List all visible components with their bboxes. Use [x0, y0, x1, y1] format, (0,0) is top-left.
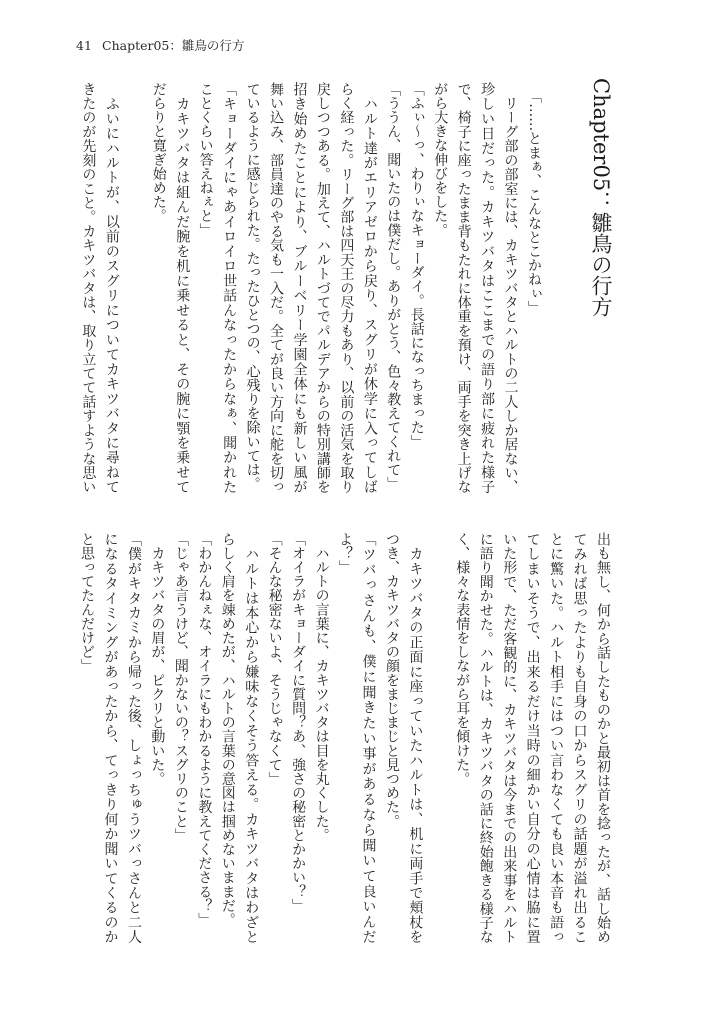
text-column: カキツバタの眉が、ピクリと動いた。	[149, 532, 166, 786]
text-column: ているように感じられた。たったひとつの、心残りを除いては。	[244, 82, 261, 491]
text-column: つき、カキツバタの顔をまじまじと見つめた。	[383, 532, 400, 829]
text-column: だらりと寛ぎ始めた。	[150, 82, 167, 223]
text-column: で、椅子に座ったまま背もたれに体重を預け、両手を突き上げな	[455, 82, 472, 494]
running-title: Chapter05：雛鳥の行方	[102, 38, 245, 53]
text-column: になるタイミングがあったから、てっきり何か聞いてくるのか	[102, 532, 119, 944]
text-column: 「キョーダイにゃあイロイロ世話んなったからなぁ、聞かれた	[221, 82, 238, 494]
text-column: ハルトは本心から嫌味なくそう答える。カキツバタはわざと	[243, 532, 260, 944]
text-column: カキツバタは組んだ腕を机に乗せると、その腕に顎を乗せて	[174, 82, 191, 494]
text-column: 「じゃあ言うけど、聞かないの？スグリのこと」	[172, 532, 189, 843]
text-column: 戻しつつある。加えて、ハルトづてでパルデアからの特別講師を	[314, 82, 331, 494]
text-column: 「オイラがキョーダイに質問？あ、強さの秘密とかかい？」	[290, 532, 307, 913]
running-header	[76, 38, 244, 54]
text-column: 「僕がキタカミから帰った後、しょっちゅうツバっさんと二人	[125, 532, 142, 944]
text-column: 珍しい日だった。カキツバタはここまでの語り部に疲れた様子	[479, 82, 496, 494]
text-column: てみれば思ったよりも自身の口からスグリの話題が溢れ出るこ	[571, 532, 588, 944]
text-column: 「ふぃ～っ、わりぃなキョーダイ。長話になっちまった」	[408, 82, 425, 449]
text-column: 「……とまぁ、こんなとこかねぃ」	[526, 82, 542, 315]
scene-break	[426, 532, 449, 944]
page-number: 41	[76, 38, 92, 53]
text-column: ハルトの言葉に、カキツバタは目を丸くした。	[313, 532, 330, 843]
text-column: 招き始めたことにより、ブルーベリー学園全体にも新しい風が	[291, 82, 308, 494]
text-column: よ？」	[337, 532, 354, 575]
text-column: とに驚いた。ハルト相手にはつい言わなくても良い本音も語っ	[548, 532, 565, 944]
text-column: ことくらい答えねぇと」	[197, 82, 214, 238]
text-column: 「わかんねぇな、オイラにもわかるように教えてくださる？」	[196, 532, 213, 927]
text-column: リーグ部の部室には、カキツバタとハルトの二人しか居ない、	[502, 82, 519, 494]
text-column: てしまいそうで、出来るだけ当時の細かい自分の心情は脇に置	[524, 532, 541, 944]
text-column: に語り聞かせた。ハルトは、カキツバタの話に終始飽きる様子な	[477, 532, 494, 944]
text-column: らしく肩を竦めたが、ハルトの言葉の意図は掴めないままだ。	[219, 532, 236, 927]
text-column: く、様々な表情をしながら耳を傾けた。	[454, 532, 471, 786]
text-block-lower	[76, 532, 614, 944]
text-column: 舞い込み、部員達のやる気も一入だ。全てが良い方向に舵を切っ	[268, 82, 285, 494]
text-block-upper	[75, 82, 545, 494]
scene-break	[123, 82, 146, 494]
text-column: 「ううん、聞いたのは僕だし。ありがとう、色々教えてくれて」	[385, 82, 402, 491]
text-column: らく経った。リーグ部は四天王の尽力もあり、以前の活気を取り	[338, 82, 355, 494]
text-column: カキツバタの正面に座っていたハルトは、机に両手で頬杖を	[407, 532, 424, 944]
text-column: ふいにハルトが、以前のスグリについてカキツバタに尋ねて	[103, 82, 120, 494]
chapter-title: Chapter05：雛鳥の行方	[589, 78, 613, 318]
text-column: ハルト達がエリアゼロから戻り、スグリが休学に入ってしば	[361, 82, 378, 494]
text-column: と思ってたんだけど」	[79, 532, 96, 673]
text-column: 「ツバっさんも、僕に聞きたい事があるなら聞いて良いんだ	[360, 532, 377, 944]
text-column: 「そんな秘密ないよ、そうじゃなくて」	[266, 532, 283, 786]
text-column: いた形で、ただ客観的に、カキツバタは今までの出来事をハルト	[501, 532, 518, 944]
text-column: 出も無し、何から話したものかと最初は首を捻ったが、話し始め	[595, 532, 611, 944]
text-column: がら大きな伸びをした。	[432, 82, 449, 238]
text-column: きたのが先刻のこと。カキツバタは、取り立てて話すような思い	[80, 82, 97, 494]
